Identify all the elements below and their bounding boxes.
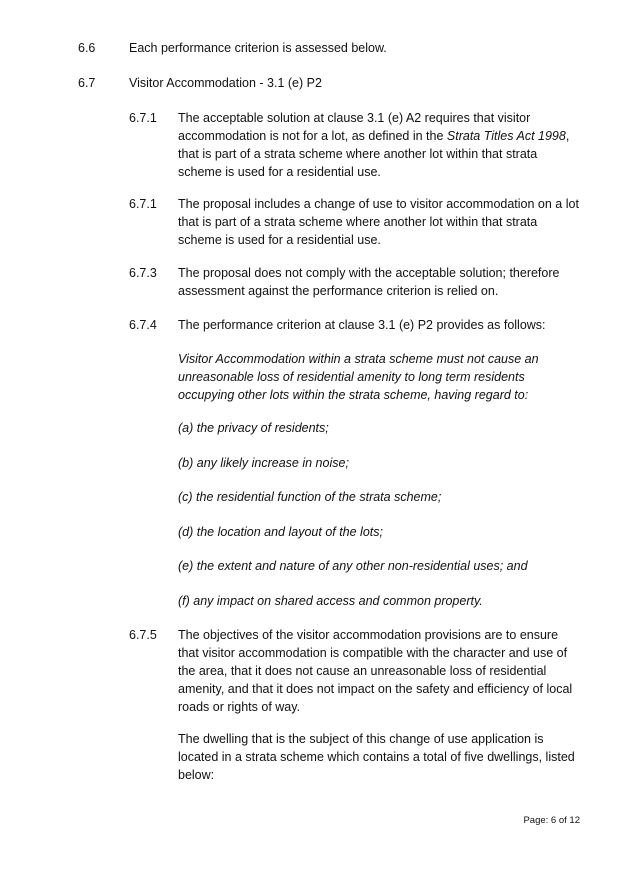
- paragraph-text: The acceptable solution at clause 3.1 (e) A2 requires that visitor accommodation is not for a lot, as defined in the: [178, 111, 531, 143]
- section-number: 6.7: [78, 76, 96, 90]
- quote-item: (c) the residential function of the strata scheme;: [178, 490, 442, 504]
- section-heading: Visitor Accommodation - 3.1 (e) P2: [129, 76, 322, 90]
- quote-intro: Visitor Accommodation within a strata scheme must not cause an unreasonable loss of residential amenity to long term residents occupying other lots within the strata scheme, having regard to:: [178, 352, 539, 402]
- paragraph: [178, 109, 580, 181]
- subsection-number: 6.7.3: [129, 266, 157, 280]
- quote-item: (e) the extent and nature of any other non-residential uses; and: [178, 559, 528, 573]
- paragraph: The dwelling that is the subject of this change of use application is located in a strata scheme which contains a total of five dwellings, listed below:: [178, 732, 575, 782]
- subsection-number: 6.7.4: [129, 318, 157, 332]
- quote-item: (b) any likely increase in noise;: [178, 456, 349, 470]
- paragraph: The performance criterion at clause 3.1 (e) P2 provides as follows:: [178, 318, 546, 332]
- paragraph-text: , that is part of a strata scheme where another lot within that strata scheme is used for a residential use.: [178, 129, 570, 179]
- subsection-number: 6.7.5: [129, 628, 157, 642]
- quote-item: (a) the privacy of residents;: [178, 421, 329, 435]
- subsection-number: 6.7.1: [129, 197, 157, 211]
- paragraph: Each performance criterion is assessed below.: [129, 41, 387, 55]
- subsection-number: 6.7.1: [129, 111, 157, 125]
- paragraph: The objectives of the visitor accommodation provisions are to ensure that visitor accommodation is compatible with the character and use of the area, that it does not cause an unreasonable loss of residential amenity, and that it does not impact on the safety and efficiency of local roads or rights of way.: [178, 628, 573, 714]
- paragraph: The proposal does not comply with the acceptable solution; therefore assessment against the performance criterion is relied on.: [178, 266, 560, 298]
- section-number: 6.6: [78, 41, 96, 55]
- quote-item: (d) the location and layout of the lots;: [178, 525, 383, 539]
- act-title: Strata Titles Act 1998: [446, 129, 566, 143]
- page-number: Page: 6 of 12: [523, 815, 580, 826]
- quote-item: (f) any impact on shared access and common property.: [178, 594, 483, 608]
- paragraph: The proposal includes a change of use to visitor accommodation on a lot that is part of a strata scheme where another lot within that strata scheme is used for a residential use.: [178, 197, 579, 247]
